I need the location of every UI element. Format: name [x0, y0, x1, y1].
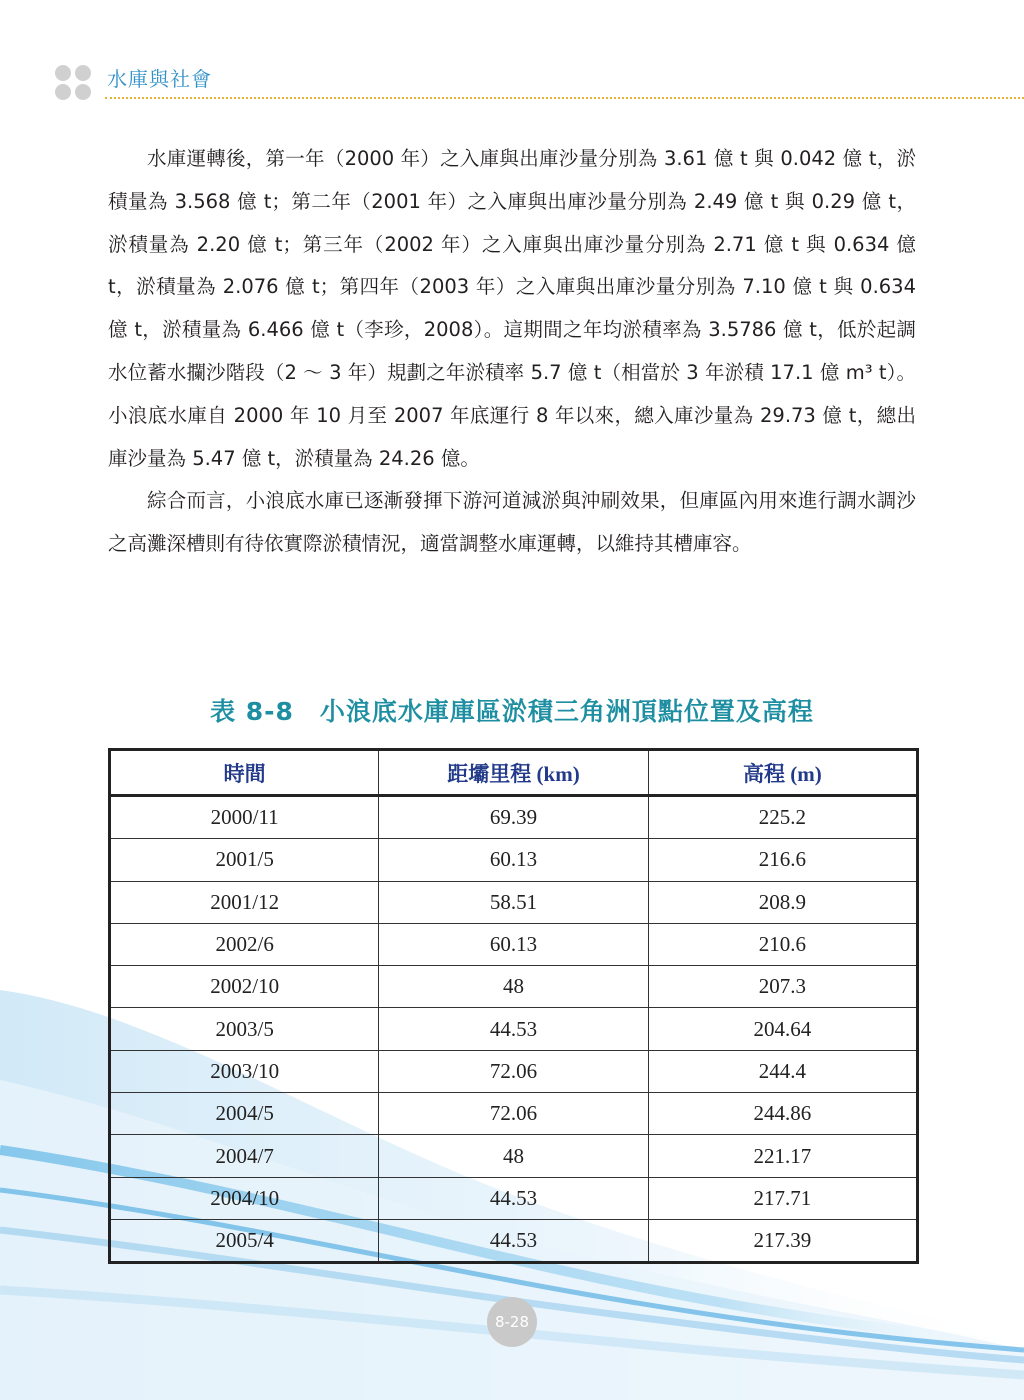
table-cell: 2004/7 — [110, 1135, 379, 1177]
table-cell: 2001/5 — [110, 839, 379, 881]
table-row — [110, 1219, 918, 1262]
data-table — [108, 748, 919, 1264]
table-caption: 表 8-8 小浪底水庫庫區淤積三角洲頂點位置及高程 — [210, 697, 814, 726]
column-header: 高程 (m) — [648, 750, 917, 796]
table-cell: 44.53 — [379, 1177, 648, 1219]
table-cell: 217.39 — [648, 1219, 917, 1262]
table-row — [110, 1135, 918, 1177]
body-text — [108, 138, 916, 566]
table-cell: 216.6 — [648, 839, 917, 881]
table-row — [110, 1177, 918, 1219]
table-row — [110, 881, 918, 923]
table-cell: 58.51 — [379, 881, 648, 923]
paragraph: 綜合而言，小浪底水庫已逐漸發揮下游河道減淤與沖刷效果，但庫區內用來進行調水調沙之高灘深槽則有待依實際淤積情況，適當調整水庫運轉，以維持其槽庫容。 — [108, 489, 916, 556]
table-header-row — [110, 750, 918, 796]
table-cell: 225.2 — [648, 796, 917, 839]
table-cell: 60.13 — [379, 839, 648, 881]
table-cell: 2005/4 — [110, 1219, 379, 1262]
table-cell: 48 — [379, 1135, 648, 1177]
table-cell: 217.71 — [648, 1177, 917, 1219]
table-cell: 204.64 — [648, 1008, 917, 1050]
table-row — [110, 839, 918, 881]
table-cell: 210.6 — [648, 923, 917, 965]
table-row — [110, 923, 918, 965]
table-row — [110, 966, 918, 1008]
header-title: 水庫與社會 — [107, 67, 212, 91]
table-cell: 207.3 — [648, 966, 917, 1008]
header-dots-logo — [55, 65, 97, 101]
table-cell: 72.06 — [379, 1093, 648, 1135]
column-header: 時間 — [110, 750, 379, 796]
table-row — [110, 796, 918, 839]
table-cell: 244.86 — [648, 1093, 917, 1135]
table-cell: 2003/5 — [110, 1008, 379, 1050]
table-row — [110, 1050, 918, 1092]
table-cell: 60.13 — [379, 923, 648, 965]
table-cell: 2002/6 — [110, 923, 379, 965]
table-cell: 2001/12 — [110, 881, 379, 923]
table-cell: 72.06 — [379, 1050, 648, 1092]
table-cell: 48 — [379, 966, 648, 1008]
table-row — [110, 1008, 918, 1050]
table-cell: 208.9 — [648, 881, 917, 923]
table-cell: 69.39 — [379, 796, 648, 839]
table-cell: 2000/11 — [110, 796, 379, 839]
table-row — [110, 1093, 918, 1135]
table-cell: 244.4 — [648, 1050, 917, 1092]
page-number-badge: 8-28 — [487, 1297, 537, 1347]
table-cell: 221.17 — [648, 1135, 917, 1177]
table-cell: 44.53 — [379, 1219, 648, 1262]
table-cell: 2004/5 — [110, 1093, 379, 1135]
header-divider — [105, 97, 1024, 99]
table-cell: 2004/10 — [110, 1177, 379, 1219]
table-cell: 44.53 — [379, 1008, 648, 1050]
table-cell: 2003/10 — [110, 1050, 379, 1092]
paragraph: 水庫運轉後，第一年（2000 年）之入庫與出庫沙量分別為 3.61 億 t 與 0.042 億 t，淤積量為 3.568 億 t；第二年（2001 年）之入庫與出庫沙量分別為 2.49 億 t 與 0.29 億 t，淤積量為 2.20 億 t；第三年（2002 年）之入庫與出庫沙量分別為 2.71 億 t 與 0.634 億 t，淤積量為 2.076 億 t；第四年（2003 年）之入庫與出庫沙量分別為 7.10 億 t 與 0.634 億 t，淤積量為 6.466 億 t（李珍，2008）。這期間之年均淤積率為 3.5786 億 t，低於起調水位蓄水攔沙階段（2 ～ 3 年）規劃之年淤積率 5.7 億 t（相當於 3 年淤積 17.1 億 m³ t）。小浪底水庫自 2000 年 10 月至 2007 年底運行 8 年以來，總入庫沙量為 29.73 億 t，總出庫沙量為 5.47 億 t，淤積量為 24.26 億。 — [108, 147, 916, 470]
table-container — [108, 748, 919, 1264]
table-cell: 2002/10 — [110, 966, 379, 1008]
column-header: 距壩里程 (km) — [379, 750, 648, 796]
